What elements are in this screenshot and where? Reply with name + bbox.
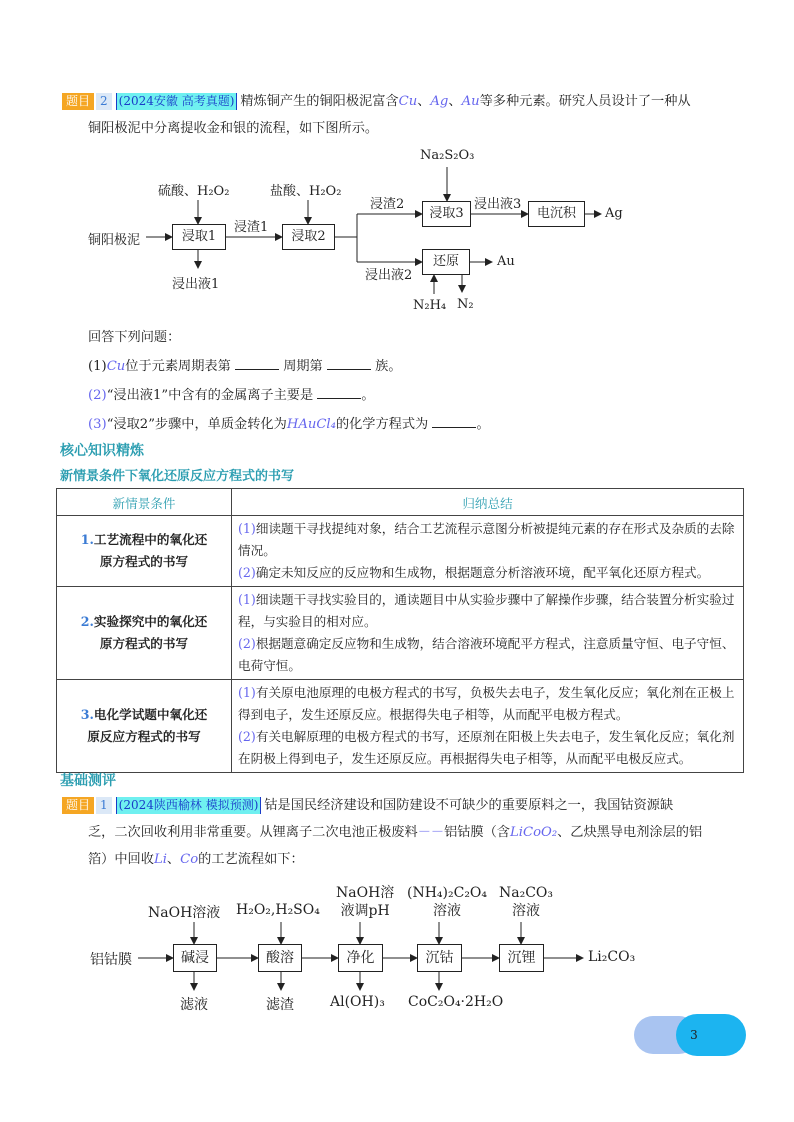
question-1-stem: 题目 1 (2024陕西榆林 模拟预测) 钴是国民经济建设和国防建设不可缺少的重要原料之一，我国钴资源缺 — [62, 792, 742, 819]
sub-question-3: (3)“浸取2”步骤中，单质金转化为HAuCl₄的化学方程式为 。 — [88, 417, 490, 432]
question-number: 1 — [96, 797, 112, 814]
row-title: 1.工艺流程中的氧化还 原方程式的书写 — [57, 516, 232, 587]
box-precipitate-lithium: 沉锂 — [499, 944, 544, 972]
reagent-2: 盐酸、H₂O₂ — [270, 184, 342, 199]
reagent-naoh-ph: NaOH溶 液调pH — [336, 885, 395, 919]
reagent-n2h4: N₂H₄ — [413, 298, 447, 313]
mid-liquor-2: 浸出液2 — [365, 268, 413, 283]
box-leach-3: 浸取3 — [422, 201, 471, 227]
flow-start: 铜阳极泥 — [88, 233, 141, 248]
out-liquor-1: 浸出液1 — [172, 277, 220, 292]
product-li2co3: Li₂CO₃ — [588, 949, 636, 965]
question-1-stem-line3: 箔）中回收Li、Co的工艺流程如下： — [88, 852, 304, 867]
section-title-basic: 基础测评 — [60, 773, 116, 789]
box-electrodeposit: 电沉积 — [528, 201, 585, 227]
section-title-core: 核心知识精炼 — [60, 443, 144, 459]
row-summary: (1)细读题干寻找实验目的，通读题目中从实验步骤中了解操作步骤，结合装置分析实验过程，与实验目的相对应。 (2)根据题意确定反应物和生成物，结合溶液环境配平方程式，注意质量守恒、电子守恒、电荷守恒。 — [232, 587, 744, 680]
box-purify: 净化 — [338, 944, 383, 972]
row-title: 2.实验探究中的氧化还 原方程式的书写 — [57, 587, 232, 680]
box-acid-dissolve: 酸溶 — [258, 944, 302, 972]
reagent-naoh: NaOH溶液 — [148, 905, 221, 921]
question-tag: 题目 — [62, 797, 94, 814]
answer-intro: 回答下列问题： — [88, 330, 181, 345]
row-summary: (1)细读题干寻找提纯对象，结合工艺流程示意图分析被提纯元素的存在形式及杂质的去除情况。 (2)确定未知反应的反应物和生成物，根据题意分析溶液环境，配平氧化还原方程式。 — [232, 516, 744, 587]
sub-question-2: (2)“浸出液1”中含有的金属离子主要是 。 — [88, 388, 375, 403]
page-number: 3 — [690, 1028, 698, 1042]
out-residue: 滤渣 — [266, 997, 294, 1013]
reagent-na2co3: Na₂CO₃ 溶液 — [499, 885, 554, 919]
flow2-start: 铝钴膜 — [90, 952, 132, 968]
box-precipitate-cobalt: 沉钴 — [417, 944, 462, 972]
row-summary: (1)有关原电池原理的电极方程式的书写，负极失去电子，发生氧化反应；氧化剂在正极上得到电子，发生还原反应。根据得失电子相等，从而配平电极方程式。 (2)有关电解原理的电极方程式的书写，还原剂在阳极上失去电子，发生氧化反应；氧化剂在阴极上得到电子，发生还原反应。再根据得失电子相等，从而配平电极反应式。 — [232, 680, 744, 773]
mid-slag-1: 浸渣1 — [234, 220, 269, 235]
question-number: 2 — [96, 93, 112, 110]
question-1-stem-line2: 乏，二次回收利用非常重要。从锂离子二次电池正极废料－－铝钴膜（含LiCoO₂、乙炔黑导电剂涂层的铝 — [88, 825, 703, 840]
row-title: 3.电化学试题中氧化还 原反应方程式的书写 — [57, 680, 232, 773]
box-reduce: 还原 — [422, 249, 470, 275]
box-leach-2: 浸取2 — [282, 224, 335, 250]
product-ag: Ag — [605, 206, 623, 221]
mid-liquor-3: 浸出液3 — [474, 197, 522, 212]
question-source: (2024安徽 高考真题) — [116, 93, 238, 110]
out-filtrate: 滤液 — [180, 997, 208, 1013]
question-source: (2024陕西榆林 模拟预测) — [116, 797, 262, 814]
mid-slag-2: 浸渣2 — [370, 197, 405, 212]
table-header: 归纳总结 — [232, 489, 744, 516]
out-aloh3: Al(OH)₃ — [330, 994, 385, 1010]
out-n2: N₂ — [457, 297, 474, 312]
out-cobalt-oxalate: CoC₂O₄·2H₂O — [408, 994, 504, 1010]
box-alkali-leach: 碱浸 — [173, 944, 217, 972]
table-header: 新情景条件 — [57, 489, 232, 516]
reagent-h2o2-h2so4: H₂O₂,H₂SO₄ — [236, 902, 320, 918]
section-subtitle: 新情景条件下氧化还原反应方程式的书写 — [60, 469, 295, 484]
sub-question-1: (1)Cu位于元素周期表第 周期第 族。 — [88, 359, 402, 374]
question-2-stem: 题目 2 (2024安徽 高考真题) 精炼铜产生的铜阳极泥富含Cu、Ag、Au等多种元素。研究人员设计了一种从 — [62, 88, 742, 115]
reagent-oxalate: (NH₄)₂C₂O₄ 溶液 — [407, 885, 488, 919]
reagent-1: 硫酸、H₂O₂ — [158, 184, 230, 199]
question-2-stem-line2: 铜阳极泥中分离提收金和银的流程，如下图所示。 — [88, 121, 379, 136]
product-au: Au — [497, 254, 515, 269]
reagent-3: Na₂S₂O₃ — [420, 148, 475, 163]
question-tag: 题目 — [62, 93, 94, 110]
box-leach-1: 浸取1 — [172, 224, 226, 250]
